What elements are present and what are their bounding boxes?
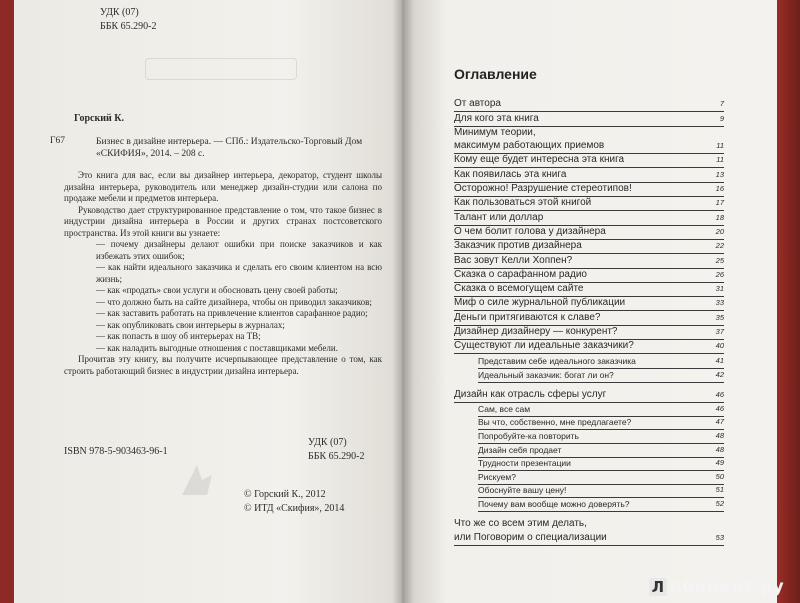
toc-entry-page: 11 (716, 155, 724, 165)
toc-entry-page: 7 (719, 99, 724, 109)
toc-entry (478, 458, 724, 472)
toc-entry-title: Талант или доллар (454, 211, 544, 223)
author-index: Г67 (50, 136, 65, 146)
copyright-publisher: © ИТД «Скифия», 2014 (244, 503, 345, 514)
toc-entry-title: Идеальный заказчик: богат ли он? (478, 369, 614, 380)
toc-entry-title: Как появилась эта книга (454, 168, 567, 180)
udk-code: УДК (07) (308, 437, 347, 448)
toc-entry-page: 25 (715, 255, 724, 265)
toc-entry-title: От автора (454, 98, 501, 110)
toc-entry-title: Заказчик против дизайнера (454, 240, 582, 252)
toc-entry-page: 16 (715, 184, 724, 194)
watermark-badge: Л (649, 578, 668, 596)
isbn: ISBN 978-5-903463-96-1 (64, 446, 168, 457)
bleed-through-bar (145, 58, 297, 80)
toc-entry (454, 127, 724, 140)
toc-entry-title: Осторожно! Разрушение стереотипов! (454, 183, 632, 195)
toc-entry (454, 183, 724, 197)
toc-entry-page: 47 (715, 417, 724, 427)
description-paragraph: Руководство дает структурированное представление о том, что такое бизнес в индустрии дизайна интерьера в России и других странах постсоветского пространства. Из этой книги вы узнаете: (64, 204, 382, 238)
toc-entry-page: 11 (716, 141, 724, 151)
toc-entry (454, 112, 724, 126)
author-name: Горский К. (74, 113, 125, 124)
toc-entry-title: Обоснуйте вашу цену! (478, 485, 567, 496)
toc-entry-title: Что же со всем этим делать, (454, 518, 587, 530)
toc-entry-title: Минимум теории, (454, 126, 536, 138)
book-description (64, 170, 382, 377)
toc-entry (454, 197, 724, 211)
toc-entry-page: 46 (715, 403, 724, 413)
toc-entry (454, 340, 724, 354)
toc-entry-page: 53 (715, 532, 724, 542)
toc-entry (478, 354, 724, 368)
toc-title: Оглавление (454, 66, 537, 82)
bibliographic-line: Бизнес в дизайне интерьера. — СПб.: Издательско-Торговый Дом «СКИФИЯ», 2014. – 208 с. (96, 137, 363, 159)
book-spine (392, 0, 414, 603)
toc-entry (478, 485, 724, 499)
toc-entry-page: 46 (715, 390, 724, 400)
toc-entry-page: 42 (715, 369, 724, 379)
toc-entry-page: 50 (715, 471, 724, 481)
toc-entry (454, 283, 724, 297)
description-paragraph: Это книга для вас, если вы дизайнер интерьера, декоратор, студент школы дизайна интерьера, руководитель или менеджер дизайн-студии или салона по продаже мебели и предметов интерьера. (64, 170, 382, 203)
toc-entry-page: 17 (715, 198, 724, 208)
toc-entry (454, 531, 724, 545)
toc-entry-page: 48 (715, 444, 724, 454)
publisher-logo-icon (172, 460, 222, 500)
toc-entry (454, 326, 724, 340)
toc-entry-title: Трудности презентации (478, 458, 571, 469)
toc-entry-title: Вы что, собственно, мне предлагаете? (478, 417, 632, 428)
description-list-item: — как найти идеального заказчика и сделать его своим клиентом на всю жизнь; (96, 262, 382, 284)
toc-entry (454, 269, 724, 283)
toc-entry-page: 48 (715, 431, 724, 441)
toc-entry (454, 311, 724, 325)
table-of-contents (454, 98, 724, 546)
toc-entry (454, 518, 724, 531)
toc-entry-page: 18 (715, 212, 724, 222)
toc-entry-title: Дизайн себя продает (478, 444, 562, 455)
toc-entry (454, 140, 724, 154)
toc-entry-page: 40 (715, 341, 724, 351)
description-list-item: — как опубликовать свои интерьеры в журналах; (96, 319, 285, 330)
description-list-item: — что должно быть на сайте дизайнера, чтобы он приводил заказчиков; (96, 296, 372, 307)
description-list-item: — как «продать» свои услуги и обосновать цену своей работы; (96, 285, 338, 295)
toc-entry (454, 297, 724, 311)
toc-entry-title: Почему вам вообще можно доверять? (478, 498, 630, 509)
toc-entry-title: Миф о силе журнальной публикации (454, 297, 626, 309)
toc-entry-title: Вас зовут Келли Хоппен? (454, 254, 573, 266)
toc-entry (454, 211, 724, 225)
copyright-block (244, 488, 344, 516)
toc-entry (478, 430, 724, 444)
toc-entry-title: Как пользоваться этой книгой (454, 197, 592, 209)
description-list-item: — почему дизайнеры делают ошибки при поиске заказчиков и как избежать этих ошибок; (96, 239, 382, 261)
toc-entry (478, 444, 724, 458)
toc-entry-title: Существуют ли идеальные заказчики? (454, 340, 634, 352)
toc-entry (454, 168, 724, 182)
bbk-code: ББК 65.290-2 (100, 21, 157, 32)
udk-code: УДК (07) (100, 7, 139, 18)
toc-entry-title: максимум работающих приемов (454, 140, 605, 152)
toc-entry-page: 20 (715, 226, 724, 236)
description-list-item: — как попасть в шоу об интерьерах на ТВ; (96, 331, 261, 341)
toc-entry (478, 498, 724, 512)
toc-entry-page: 52 (715, 498, 724, 508)
toc-entry-title: Представим себе идеального заказчика (478, 355, 636, 366)
toc-entry-page: 13 (715, 169, 724, 179)
udk-top (100, 6, 156, 34)
toc-entry (454, 240, 724, 254)
description-paragraph: Прочитав эту книгу, вы получите исчерпывающее представление о том, как строить работающий бизнес в индустрии дизайна интерьера. (64, 354, 382, 376)
udk-bottom (308, 436, 364, 464)
toc-entry (454, 226, 724, 240)
toc-entry-title: или Поговорим о специализации (454, 531, 607, 543)
toc-entry (478, 417, 724, 431)
toc-entry (478, 403, 724, 417)
toc-entry-page: 49 (715, 458, 724, 468)
bbk-code: ББК 65.290-2 (308, 451, 365, 462)
watermark-text: абиринт.ру (670, 577, 784, 597)
toc-entry-title: Сказка о сарафанном радио (454, 268, 587, 280)
toc-entry (454, 389, 724, 403)
toc-entry-title: Попробуйте-ка повторить (478, 431, 579, 442)
toc-entry-page: 26 (715, 269, 724, 279)
toc-entry-title: Для кого эта книга (454, 112, 539, 124)
toc-entry-page: 35 (715, 312, 724, 322)
toc-entry-page: 51 (715, 485, 724, 495)
watermark (649, 577, 784, 597)
toc-entry-title: Рискуем? (478, 471, 516, 482)
toc-entry (478, 471, 724, 485)
description-list-item: — как наладить выгодные отношения с поставщиками мебели. (96, 342, 338, 353)
toc-entry-page: 41 (715, 355, 724, 365)
toc-entry-title: О чем болит голова у дизайнера (454, 225, 606, 237)
copyright-author: © Горский К., 2012 (244, 489, 326, 500)
toc-entry-title: Кому еще будет интересна эта книга (454, 154, 625, 166)
description-list-item: — как заставить работать на привлечение клиентов сарафанное радио; (96, 308, 368, 318)
toc-entry (478, 369, 724, 383)
toc-entry (454, 98, 724, 112)
toc-entry-page: 9 (719, 113, 724, 123)
toc-entry (454, 254, 724, 268)
toc-entry-title: Дизайн как отрасль сферы услуг (454, 389, 607, 401)
toc-entry-page: 31 (715, 284, 724, 294)
toc-entry-title: Сам, все сам (478, 403, 531, 414)
toc-entry-title: Деньги притягиваются к славе? (454, 311, 601, 323)
toc-entry-page: 37 (715, 327, 724, 337)
toc-entry-page: 22 (715, 241, 724, 251)
toc-entry-title: Дизайнер дизайнеру — конкурент? (454, 326, 618, 338)
toc-entry-title: Сказка о всемогущем сайте (454, 283, 584, 295)
toc-entry-page: 33 (715, 298, 724, 308)
toc-entry (454, 154, 724, 168)
